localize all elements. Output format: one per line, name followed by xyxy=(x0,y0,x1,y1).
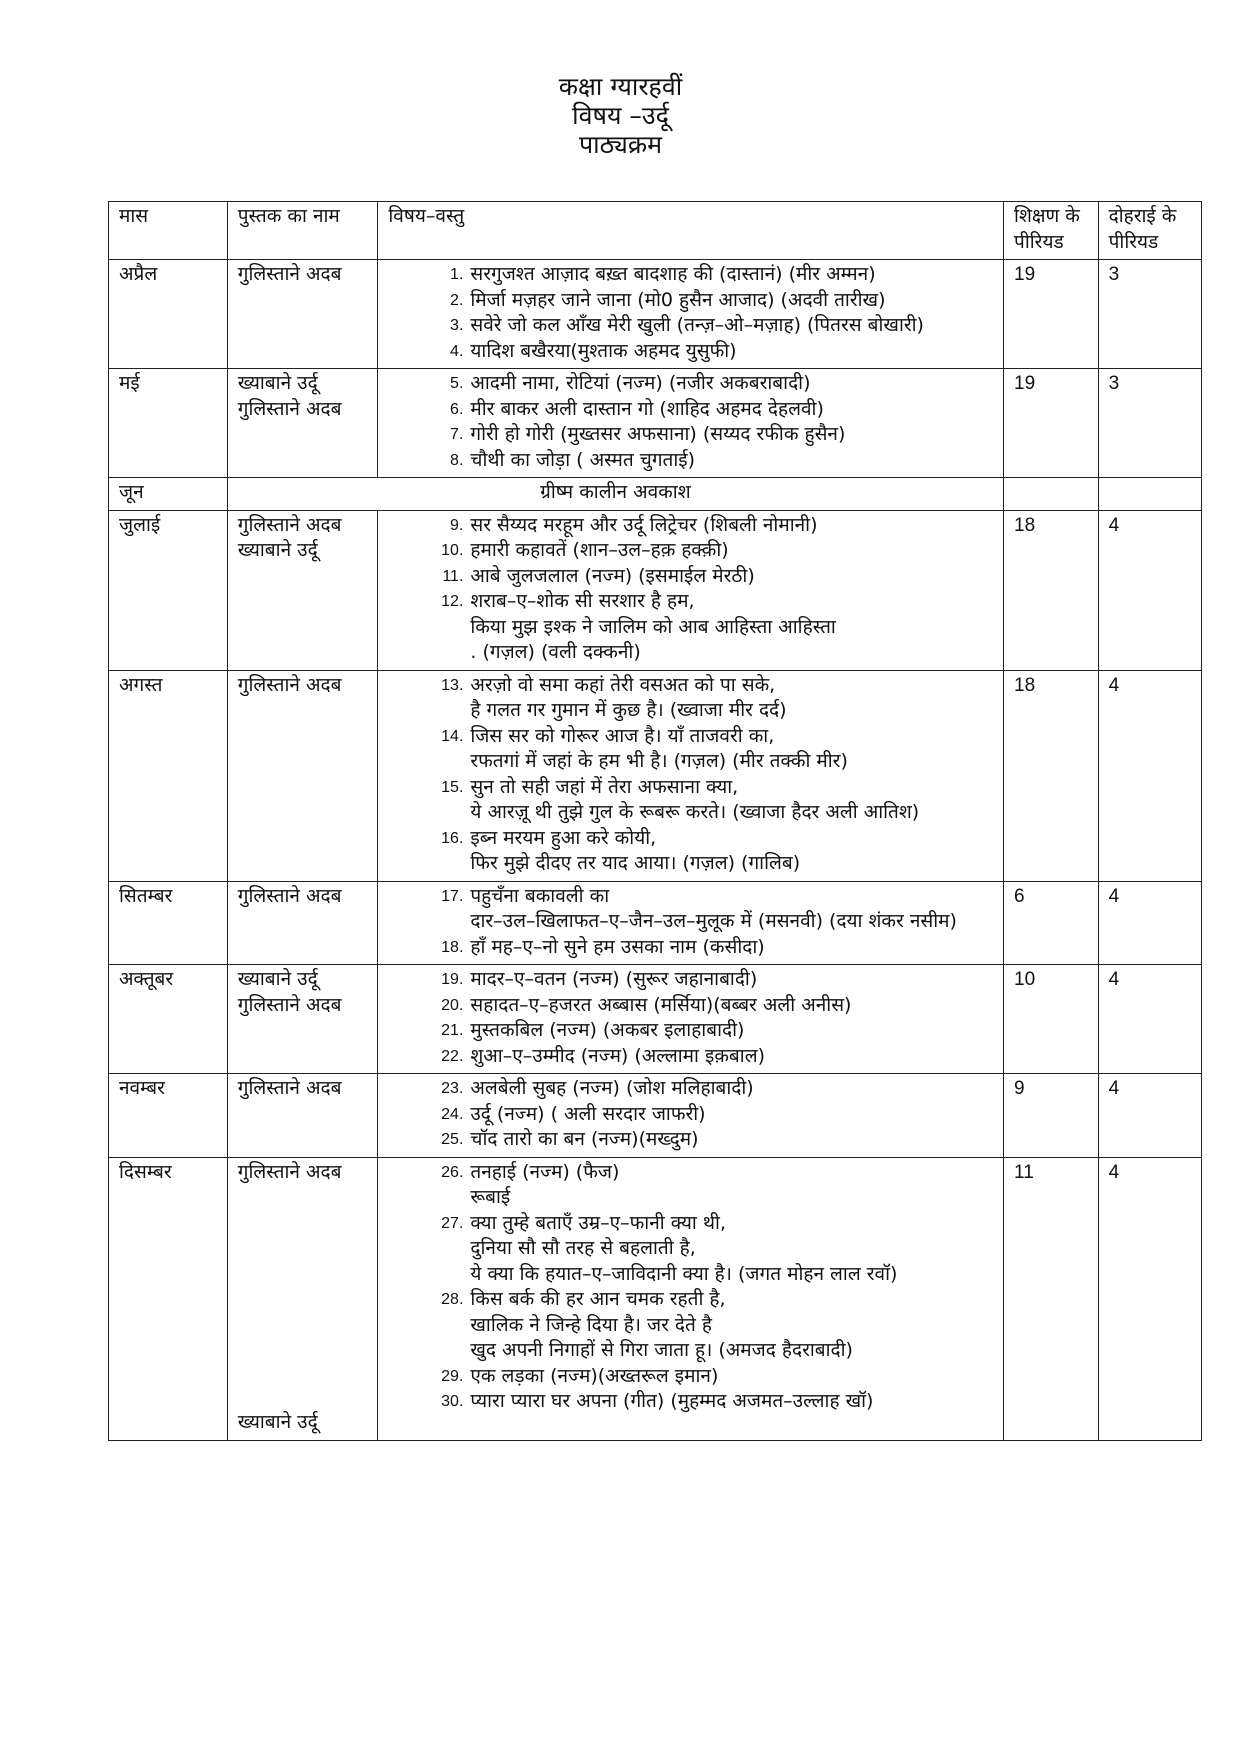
item-line: सर सैय्यद मरहूम और उर्दू लिट्रेचर (शिबली नोमानी) xyxy=(470,513,818,536)
syllabus-table xyxy=(108,201,1202,1441)
item-text xyxy=(470,1364,993,1390)
item-number: 19. xyxy=(441,971,464,988)
table-row xyxy=(109,510,1202,670)
table-row xyxy=(109,478,1202,511)
item-text xyxy=(470,313,993,339)
title-class: कक्षा ग्यारहवीं xyxy=(558,72,683,101)
item-number: 3. xyxy=(450,317,464,334)
content-cell xyxy=(378,510,1004,670)
content-list xyxy=(388,884,993,961)
book-cell xyxy=(227,881,378,965)
item-line: फिर मुझे दीदए तर याद आया। (गज़ल) (गालिब) xyxy=(470,852,801,874)
item-text xyxy=(470,339,993,365)
header-teaching-periods: शिक्षण के पीरियड xyxy=(1004,202,1099,260)
item-line: चॉद तारो का बन (नज्म)(मख्दुम) xyxy=(470,1128,699,1150)
content-cell xyxy=(378,1157,1004,1440)
item-text xyxy=(470,422,993,448)
revision-periods-cell: 4 xyxy=(1098,1157,1201,1440)
content-list xyxy=(388,513,993,666)
item-text xyxy=(470,538,993,564)
book-cell xyxy=(227,510,378,670)
item-number: 22. xyxy=(441,1047,464,1065)
item-number: 24. xyxy=(441,1105,464,1123)
item-line: . (गज़ल) (वली दक्कनी) xyxy=(470,641,641,663)
list-item xyxy=(426,1076,993,1102)
month-cell: मई xyxy=(109,369,228,478)
revision-periods-cell: 3 xyxy=(1098,260,1201,369)
item-number: 18. xyxy=(441,938,464,956)
item-line: तनहाई (नज्म) (फैज) xyxy=(470,1160,620,1183)
item-text xyxy=(470,564,993,590)
list-item xyxy=(426,371,993,397)
item-line: किस बर्क की हर आन चमक रहती है, xyxy=(470,1288,726,1310)
content-cell xyxy=(378,369,1004,478)
book-cell xyxy=(227,670,378,881)
list-item xyxy=(426,1044,993,1070)
book-name: गुलिस्ताने अदब xyxy=(237,1160,342,1183)
item-number: 1. xyxy=(450,266,464,283)
item-line: जिस सर को गोरूर आज है। याँ ताजवरी का, xyxy=(470,724,775,747)
list-item xyxy=(426,826,993,877)
item-text xyxy=(470,1287,993,1364)
item-number: 5. xyxy=(450,375,464,392)
item-line: शुआ–ए–उम्मीद (नज्म) (अल्लामा इक़बाल) xyxy=(470,1044,765,1067)
item-number: 12. xyxy=(441,593,464,610)
content-cell xyxy=(378,260,1004,369)
month-cell: नवम्बर xyxy=(109,1074,228,1158)
item-number: 7. xyxy=(450,426,464,443)
item-text xyxy=(470,993,993,1019)
item-line: रूबाई xyxy=(470,1186,511,1208)
item-text xyxy=(470,371,993,397)
month-cell: जून xyxy=(109,478,228,511)
teaching-periods-cell: 18 xyxy=(1004,670,1099,881)
book-cell xyxy=(227,1157,378,1440)
header-revision-periods: दोहराई के पीरियड xyxy=(1098,202,1201,260)
item-line: हमारी कहावतें (शान–उल–हक़ हक्क़ी) xyxy=(470,539,729,561)
list-item xyxy=(426,339,993,365)
content-list xyxy=(388,371,993,473)
revision-periods-cell: 4 xyxy=(1098,1074,1201,1158)
list-item xyxy=(426,1211,993,1288)
item-number: 26. xyxy=(441,1163,464,1181)
item-line: ये क्या कि हयात–ए–जाविदानी क्या है। (जगत मोहन लाल रवॉ) xyxy=(470,1262,898,1285)
item-number: 11. xyxy=(442,567,464,585)
teaching-periods-cell: 19 xyxy=(1004,260,1099,369)
list-item xyxy=(426,935,993,961)
book-cell xyxy=(227,1074,378,1158)
item-text xyxy=(470,724,993,775)
list-item xyxy=(426,775,993,826)
title-syllabus: पाठ्यक्रम xyxy=(578,130,663,159)
list-item xyxy=(426,1018,993,1044)
item-number: 15. xyxy=(441,778,464,796)
document-title xyxy=(0,72,1241,159)
content-list xyxy=(388,1160,993,1415)
content-cell xyxy=(378,670,1004,881)
teaching-periods-cell: 6 xyxy=(1004,881,1099,965)
item-text xyxy=(470,673,993,724)
teaching-periods-cell: 9 xyxy=(1004,1074,1099,1158)
item-text xyxy=(470,1211,993,1288)
list-item xyxy=(426,1102,993,1128)
book-cell xyxy=(227,260,378,369)
list-item xyxy=(426,448,993,474)
item-text xyxy=(470,513,993,539)
item-text xyxy=(470,775,993,826)
empty-cell xyxy=(1098,478,1201,511)
vacation-cell: ग्रीष्म कालीन अवकाश xyxy=(227,478,1003,511)
item-text xyxy=(470,1044,993,1070)
book-name: गुलिस्ताने अदब ख्याबाने उर्दू xyxy=(237,513,342,561)
table-row xyxy=(109,881,1202,965)
list-item xyxy=(426,1364,993,1390)
content-cell xyxy=(378,881,1004,965)
header-book: पुस्तक का नाम xyxy=(227,202,378,260)
item-line: मुस्तकबिल (नज्म) (अकबर इलाहाबादी) xyxy=(470,1019,745,1041)
item-number: 17. xyxy=(441,887,464,905)
item-line: अरज़ो वो समा कहां तेरी वसअत को पा सके, xyxy=(470,673,776,696)
book-cell xyxy=(227,965,378,1074)
item-text xyxy=(470,589,993,666)
item-line: क्या तुम्हे बताएँ उम्र–ए–फानी क्या थी, xyxy=(470,1211,726,1234)
item-line: दार–उल–खिलाफत–ए–जैन–उल–मुलूक में (मसनवी) (दया शंकर नसीम) xyxy=(470,910,957,932)
book-name: ख्याबाने उर्दू xyxy=(237,1411,318,1433)
header-month: मास xyxy=(109,202,228,260)
item-number: 20. xyxy=(441,996,464,1014)
month-cell: अक्तूबर xyxy=(109,965,228,1074)
month-cell: अप्रैल xyxy=(109,260,228,369)
header-row xyxy=(109,202,1202,260)
item-line: ये आरज़ू थी तुझे गुल के रूबरू करते। (ख्वाजा हैदर अली आतिश) xyxy=(470,801,920,823)
item-number: 30. xyxy=(441,1393,464,1410)
book-name: गुलिस्ताने अदब xyxy=(237,263,342,285)
content-list xyxy=(388,1076,993,1153)
item-text xyxy=(470,826,993,877)
book-name: ख्याबाने उर्दू गुलिस्ताने अदब xyxy=(237,372,342,420)
item-text xyxy=(470,935,993,961)
table-row xyxy=(109,1157,1202,1440)
item-line: हाँ मह–ए–नो सुने हम उसका नाम (कसीदा) xyxy=(470,935,765,958)
header-content: विषय–वस्तु xyxy=(378,202,1004,260)
item-line: यादिश बखैरया(मुश्ताक अहमद युसुफी) xyxy=(470,339,737,362)
table-row xyxy=(109,369,1202,478)
list-item xyxy=(426,967,993,993)
list-item xyxy=(426,589,993,666)
item-line: मादर–ए–वतन (नज्म) (सुरूर जहानाबादी) xyxy=(470,968,758,990)
item-number: 28. xyxy=(441,1291,464,1308)
list-item xyxy=(426,564,993,590)
list-item xyxy=(426,422,993,448)
item-line: मीर बाकर अली दास्तान गो (शाहिद अहमद देहलवी) xyxy=(470,397,824,420)
item-text xyxy=(470,1389,993,1415)
revision-periods-cell: 3 xyxy=(1098,369,1201,478)
item-line: सरगुजश्त आज़ाद बख़्त बादशाह की (दास्तानं) (मीर अम्मन) xyxy=(470,263,876,285)
item-line: इब्न मरयम हुआ करे कोयी, xyxy=(470,826,657,849)
item-number: 10. xyxy=(441,542,464,559)
item-text xyxy=(470,1076,993,1102)
item-line: पहुचँना बकावली का xyxy=(470,884,610,907)
item-number: 9. xyxy=(450,516,464,534)
item-text xyxy=(470,397,993,423)
table-row xyxy=(109,260,1202,369)
item-line: शराब–ए–शोक सी सरशार है हम, xyxy=(470,590,695,612)
list-item xyxy=(426,313,993,339)
item-text xyxy=(470,448,993,474)
table-row xyxy=(109,670,1202,881)
item-number: 27. xyxy=(441,1214,464,1232)
content-list xyxy=(388,262,993,364)
item-number: 13. xyxy=(441,676,464,694)
item-number: 4. xyxy=(450,342,464,360)
revision-periods-cell: 4 xyxy=(1098,670,1201,881)
list-item xyxy=(426,1389,993,1415)
item-line: गोरी हो गोरी (मुख्तसर अफसाना) (सय्यद रफीक हुसैन) xyxy=(470,423,846,445)
teaching-periods-cell: 18 xyxy=(1004,510,1099,670)
table-row xyxy=(109,1074,1202,1158)
book-name: गुलिस्ताने अदब xyxy=(237,1077,342,1099)
content-cell xyxy=(378,965,1004,1074)
item-line: सवेरे जो कल आँख मेरी खुली (तन्ज़–ओ–मज़ाह) (पितरस बोखारी) xyxy=(470,314,924,336)
item-text xyxy=(470,967,993,993)
table-row xyxy=(109,965,1202,1074)
item-number: 23. xyxy=(441,1080,464,1097)
teaching-periods-cell: 19 xyxy=(1004,369,1099,478)
revision-periods-cell: 4 xyxy=(1098,965,1201,1074)
book-name: गुलिस्ताने अदब xyxy=(237,884,342,907)
revision-periods-cell: 4 xyxy=(1098,510,1201,670)
content-list xyxy=(388,673,993,877)
content-list xyxy=(388,967,993,1069)
item-line: रफतगां में जहां के हम भी है। (गज़ल) (मीर तक्की मीर) xyxy=(470,750,848,772)
item-line: है गलत गर गुमान में कुछ है। (ख्वाजा मीर दर्द) xyxy=(470,699,787,721)
month-cell: अगस्त xyxy=(109,670,228,881)
title-subject: विषय –उर्दू xyxy=(572,101,669,130)
list-item xyxy=(426,1287,993,1364)
item-text xyxy=(470,884,993,935)
item-line: किया मुझ इश्क ने जालिम को आब आहिस्ता आहिस्ता xyxy=(470,615,836,638)
item-line: उर्दू (नज्म) ( अली सरदार जाफरी) xyxy=(470,1102,706,1125)
empty-cell xyxy=(1004,478,1099,511)
list-item xyxy=(426,673,993,724)
item-number: 8. xyxy=(450,451,464,469)
item-number: 21. xyxy=(441,1022,464,1039)
item-line: चौथी का जोड़ा ( अस्मत चुगताई) xyxy=(470,448,696,471)
month-cell: सितम्बर xyxy=(109,881,228,965)
item-text xyxy=(470,262,993,288)
list-item xyxy=(426,1160,993,1211)
list-item xyxy=(426,1127,993,1153)
item-line: मिर्जा मज़हर जाने जाना (मो0 हुसैन आजाद) (अदवी तारीख) xyxy=(470,288,886,311)
item-line: अलबेली सुबह (नज्म) (जोश मलिहाबादी) xyxy=(470,1077,754,1099)
item-number: 14. xyxy=(441,727,464,745)
list-item xyxy=(426,513,993,539)
month-cell: दिसम्बर xyxy=(109,1157,228,1440)
book-name: गुलिस्ताने अदब xyxy=(237,673,342,696)
teaching-periods-cell: 11 xyxy=(1004,1157,1099,1440)
item-line: आबे जुलजलाल (नज्म) (इसमाईल मेरठी) xyxy=(470,564,755,587)
item-line: आदमी नामा, रोटियां (नज्म) (नजीर अकबराबादी) xyxy=(470,372,811,394)
list-item xyxy=(426,884,993,935)
item-text xyxy=(470,1102,993,1128)
item-number: 25. xyxy=(441,1131,464,1148)
book-cell xyxy=(227,369,378,478)
item-text xyxy=(470,1018,993,1044)
item-text xyxy=(470,1160,993,1211)
item-line: खुद अपनी निगाहों से गिरा जाता हू। (अमजद हैदराबादी) xyxy=(470,1339,853,1361)
list-item xyxy=(426,397,993,423)
item-number: 29. xyxy=(441,1367,464,1385)
teaching-periods-cell: 10 xyxy=(1004,965,1099,1074)
list-item xyxy=(426,262,993,288)
item-line: सहादत–ए–हजरत अब्बास (मर्सिया)(बब्बर अली अनीस) xyxy=(470,993,852,1016)
revision-periods-cell: 4 xyxy=(1098,881,1201,965)
book-name: ख्याबाने उर्दू गुलिस्ताने अदब xyxy=(237,968,342,1016)
content-cell xyxy=(378,1074,1004,1158)
item-line: दुनिया सौ सौ तरह से बहलाती है, xyxy=(470,1237,696,1259)
item-number: 16. xyxy=(441,829,464,847)
item-line: प्यारा प्यारा घर अपना (गीत) (मुहम्मद अजमत–उल्लाह खॉ) xyxy=(470,1390,874,1412)
item-number: 6. xyxy=(450,400,464,418)
list-item xyxy=(426,724,993,775)
list-item xyxy=(426,538,993,564)
list-item xyxy=(426,288,993,314)
item-text xyxy=(470,288,993,314)
item-line: सुन तो सही जहां में तेरा अफसाना क्या, xyxy=(470,775,739,798)
item-line: एक लड़का (नज्म)(अख्तरूल इमान) xyxy=(470,1364,719,1387)
item-line: खालिक ने जिन्हे दिया है। जर देते है xyxy=(470,1313,712,1336)
item-text xyxy=(470,1127,993,1153)
list-item xyxy=(426,993,993,1019)
item-number: 2. xyxy=(450,291,464,309)
month-cell: जुलाई xyxy=(109,510,228,670)
